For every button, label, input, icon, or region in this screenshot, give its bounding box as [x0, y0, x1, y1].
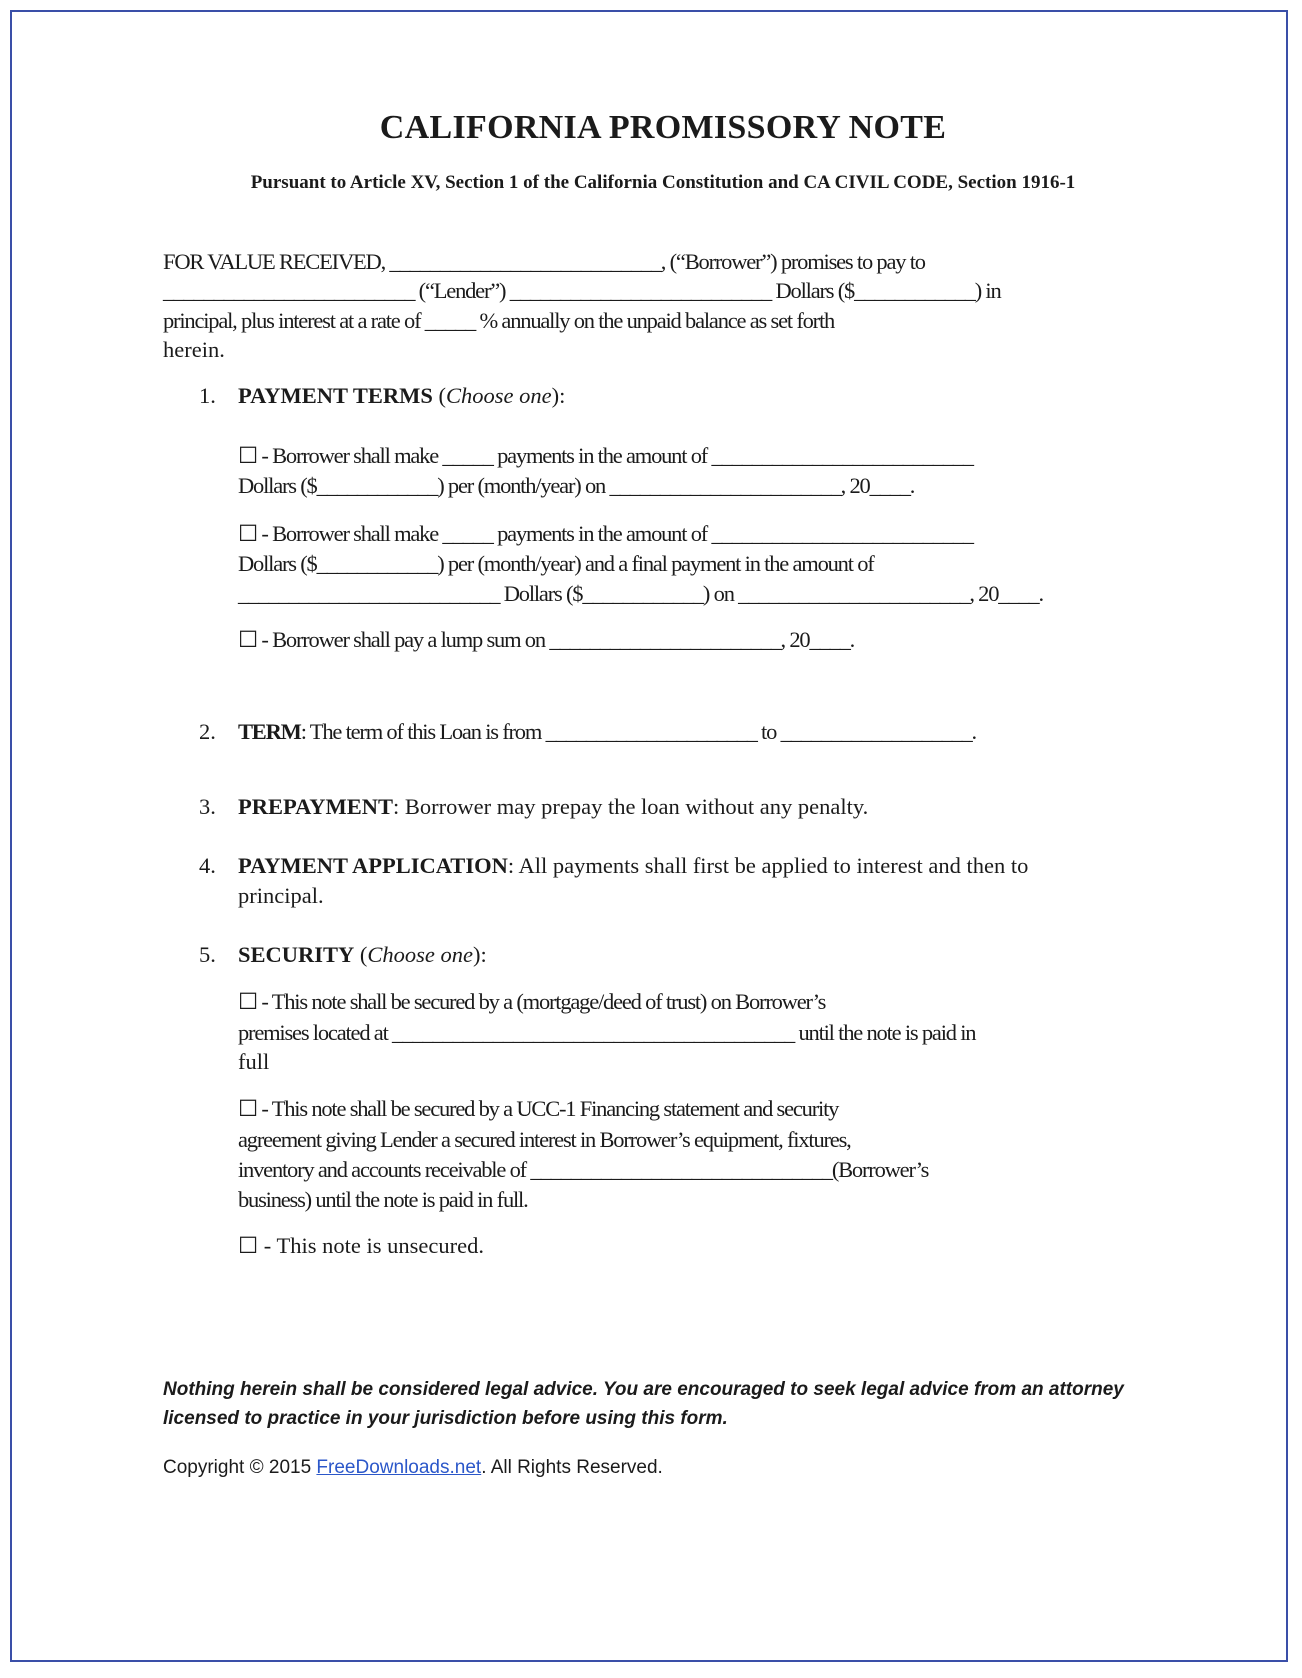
payment-option-2-line: __________________________ Dollars ($____________) on _______________________, 20____. [238, 581, 1043, 606]
security-option-2-checkbox-line[interactable]: ☐ - This note shall be secured by a UCC-1 Financing statement and security [238, 1096, 839, 1121]
freedownloads-link[interactable]: FreeDownloads.net [316, 1457, 482, 1478]
paren: ( [354, 942, 368, 967]
choose-one-label: Choose one [445, 383, 552, 408]
section-heading: PAYMENT TERMS [238, 383, 433, 408]
payment-option-3-checkbox-line[interactable]: ☐ - Borrower shall pay a lump sum on _______________________, 20____. [238, 627, 855, 652]
paren: ): [551, 383, 566, 408]
security-option-2-line: inventory and accounts receivable of ______________________________(Borrower’s [238, 1157, 929, 1182]
section-text: : Borrower may prepay the loan without any penalty. [393, 794, 869, 819]
section-security-heading [238, 939, 487, 971]
copyright-suffix: . All Rights Reserved. [481, 1457, 663, 1478]
legal-disclaimer: Nothing herein shall be considered legal advice. You are encouraged to seek legal advice from an attorney licensed to practice in your jurisdiction before using this form. [163, 1379, 1124, 1429]
payment-option-2-checkbox-line[interactable]: ☐ - Borrower shall make _____ payments in the amount of __________________________ [238, 521, 973, 546]
document-title: CALIFORNIA PROMISSORY NOTE [379, 109, 947, 146]
security-option-2-line: business) until the note is paid in full. [238, 1187, 528, 1212]
section-number: 3. [199, 794, 216, 819]
section-payment-application [238, 850, 1028, 882]
document-subtitle: Pursuant to Article XV, Section 1 of the California Constitution and CA CIVIL CODE, Section 1916-1 [250, 172, 1076, 193]
section-number: 5. [199, 942, 216, 967]
security-option-3-checkbox-line[interactable]: ☐ - This note is unsecured. [238, 1233, 484, 1258]
payment-option-1-line: Dollars ($____________) per (month/year) on _______________________, 20____. [238, 473, 915, 498]
intro-line: herein. [163, 337, 225, 362]
payment-option-1-checkbox-line[interactable]: ☐ - Borrower shall make _____ payments in the amount of __________________________ [238, 443, 973, 468]
security-option-1-line: premises located at ________________________________________ until the note is paid in [238, 1020, 976, 1045]
copyright-line [163, 1455, 663, 1481]
section-text: : The term of this Loan is from _____________________ to ___________________. [300, 719, 976, 744]
section-number: 1. [199, 383, 216, 408]
section-heading: TERM [238, 719, 301, 744]
intro-line: _________________________ (“Lender”) __________________________ Dollars ($____________) in [163, 278, 1001, 303]
section-payment-terms-heading [238, 380, 565, 412]
security-option-1-line: full [238, 1049, 270, 1074]
security-option-1-checkbox-line[interactable]: ☐ - This note shall be secured by a (mortgage/deed of trust) on Borrower’s [238, 989, 826, 1014]
paren: ): [473, 942, 487, 967]
section-number: 2. [199, 719, 216, 744]
section-text-continued: principal. [238, 883, 324, 908]
section-heading: PAYMENT APPLICATION [238, 853, 508, 878]
section-heading: PREPAYMENT [238, 794, 394, 819]
intro-line: principal, plus interest at a rate of _____ % annually on the unpaid balance as set forth [163, 308, 835, 333]
payment-option-2-line: Dollars ($____________) per (month/year) and a final payment in the amount of [238, 551, 874, 576]
security-option-2-line: agreement giving Lender a secured interest in Borrower’s equipment, fixtures, [238, 1127, 851, 1152]
section-heading: SECURITY [238, 942, 355, 967]
intro-line: FOR VALUE RECEIVED, ___________________________, (“Borrower”) promises to pay to [163, 249, 925, 274]
copyright-prefix: Copyright © 2015 [163, 1457, 317, 1478]
paren: ( [432, 383, 446, 408]
section-prepayment [238, 791, 868, 823]
section-term [238, 716, 976, 748]
choose-one-label: Choose one [367, 942, 474, 967]
section-number: 4. [199, 853, 216, 878]
section-text: : All payments shall first be applied to interest and then to [507, 853, 1029, 878]
